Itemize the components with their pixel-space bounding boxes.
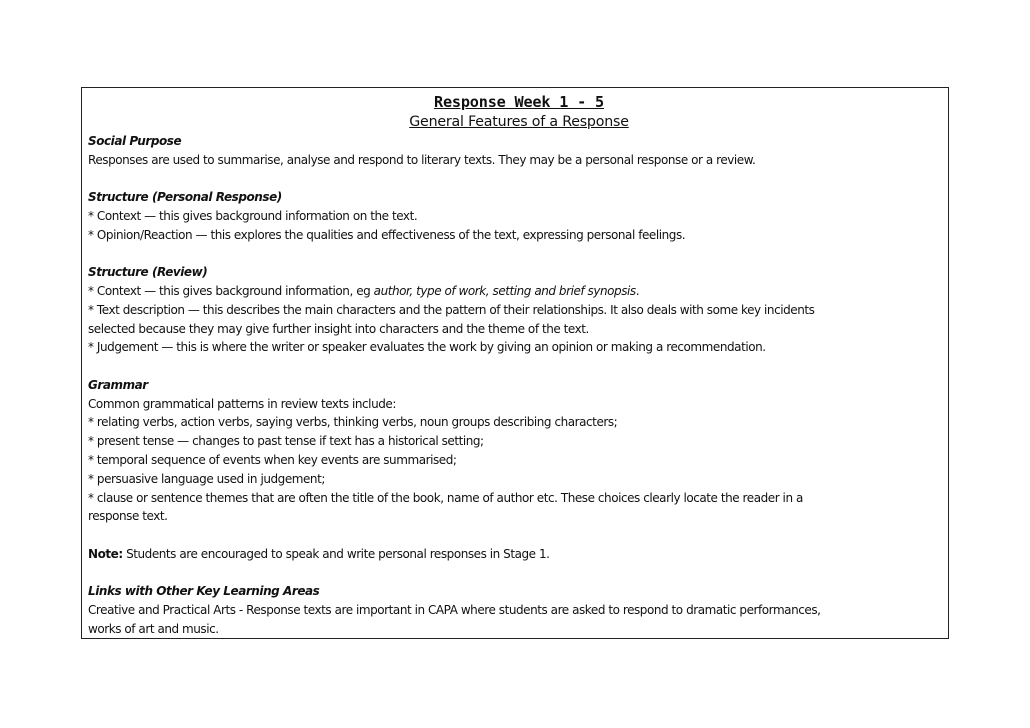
grammar-item-last-cont: response text. [88, 509, 168, 524]
structure-personal-item: * Opinion/Reaction — this explores the qualities and effectiveness of the text, expressing personal feelings. [88, 227, 686, 242]
links-text: Creative and Practical Arts - Response texts are important in CAPA where students are asked to respond to dramatic performances, [88, 602, 821, 617]
spacer [88, 245, 946, 264]
structure-review-text-description-cont: selected because they may give further insight into characters and the theme of the text. [88, 321, 589, 336]
links-text-cont: works of art and music. [88, 621, 219, 636]
structure-personal-heading: Structure (Personal Response) [88, 190, 282, 205]
grammar-item: * relating verbs, action verbs, saying verbs, thinking verbs, noun groups describing characters; [88, 415, 618, 430]
note-label: Note: [88, 546, 123, 561]
note-line [88, 545, 946, 564]
links-heading: Links with Other Key Learning Areas [88, 584, 320, 599]
document-content [88, 92, 946, 639]
document-title: Response Week 1 - 5 [434, 93, 604, 111]
structure-review-judgement: * Judgement — this is where the writer or speaker evaluates the work by giving an opinion or making a recommendation. [88, 340, 766, 355]
structure-review-text-description: * Text description — this describes the main characters and the pattern of their relationships. It also deals with some key incidents [88, 302, 815, 317]
spacer [88, 564, 946, 583]
context-italic: author, type of work, setting and brief synopsis [373, 283, 636, 298]
social-purpose-text: Responses are used to summarise, analyse and respond to literary texts. They may be a personal response or a review. [88, 152, 756, 167]
document-subtitle: General Features of a Response [409, 114, 629, 130]
context-suffix: . [635, 283, 640, 298]
social-purpose-heading: Social Purpose [88, 134, 182, 148]
spacer [88, 526, 946, 545]
grammar-item-last: * clause or sentence themes that are often the title of the book, name of author etc. These choices clearly locate the reader in a [88, 490, 803, 505]
context-prefix: * Context — this gives background information, eg [88, 283, 374, 298]
structure-personal-item: * Context — this gives background information on the text. [88, 208, 418, 223]
document-frame [81, 87, 949, 639]
grammar-item: * present tense — changes to past tense if text has a historical setting; [88, 434, 484, 449]
spacer [88, 357, 946, 376]
note-text: Students are encouraged to speak and write personal responses in Stage 1. [122, 546, 550, 561]
grammar-item: * persuasive language used in judgement; [88, 471, 325, 486]
grammar-heading: Grammar [88, 377, 148, 392]
grammar-item: * temporal sequence of events when key events are summarised; [88, 452, 457, 467]
grammar-intro: Common grammatical patterns in review texts include: [88, 396, 396, 411]
structure-review-context [88, 282, 946, 301]
spacer [88, 170, 946, 189]
structure-review-heading: Structure (Review) [88, 265, 208, 280]
